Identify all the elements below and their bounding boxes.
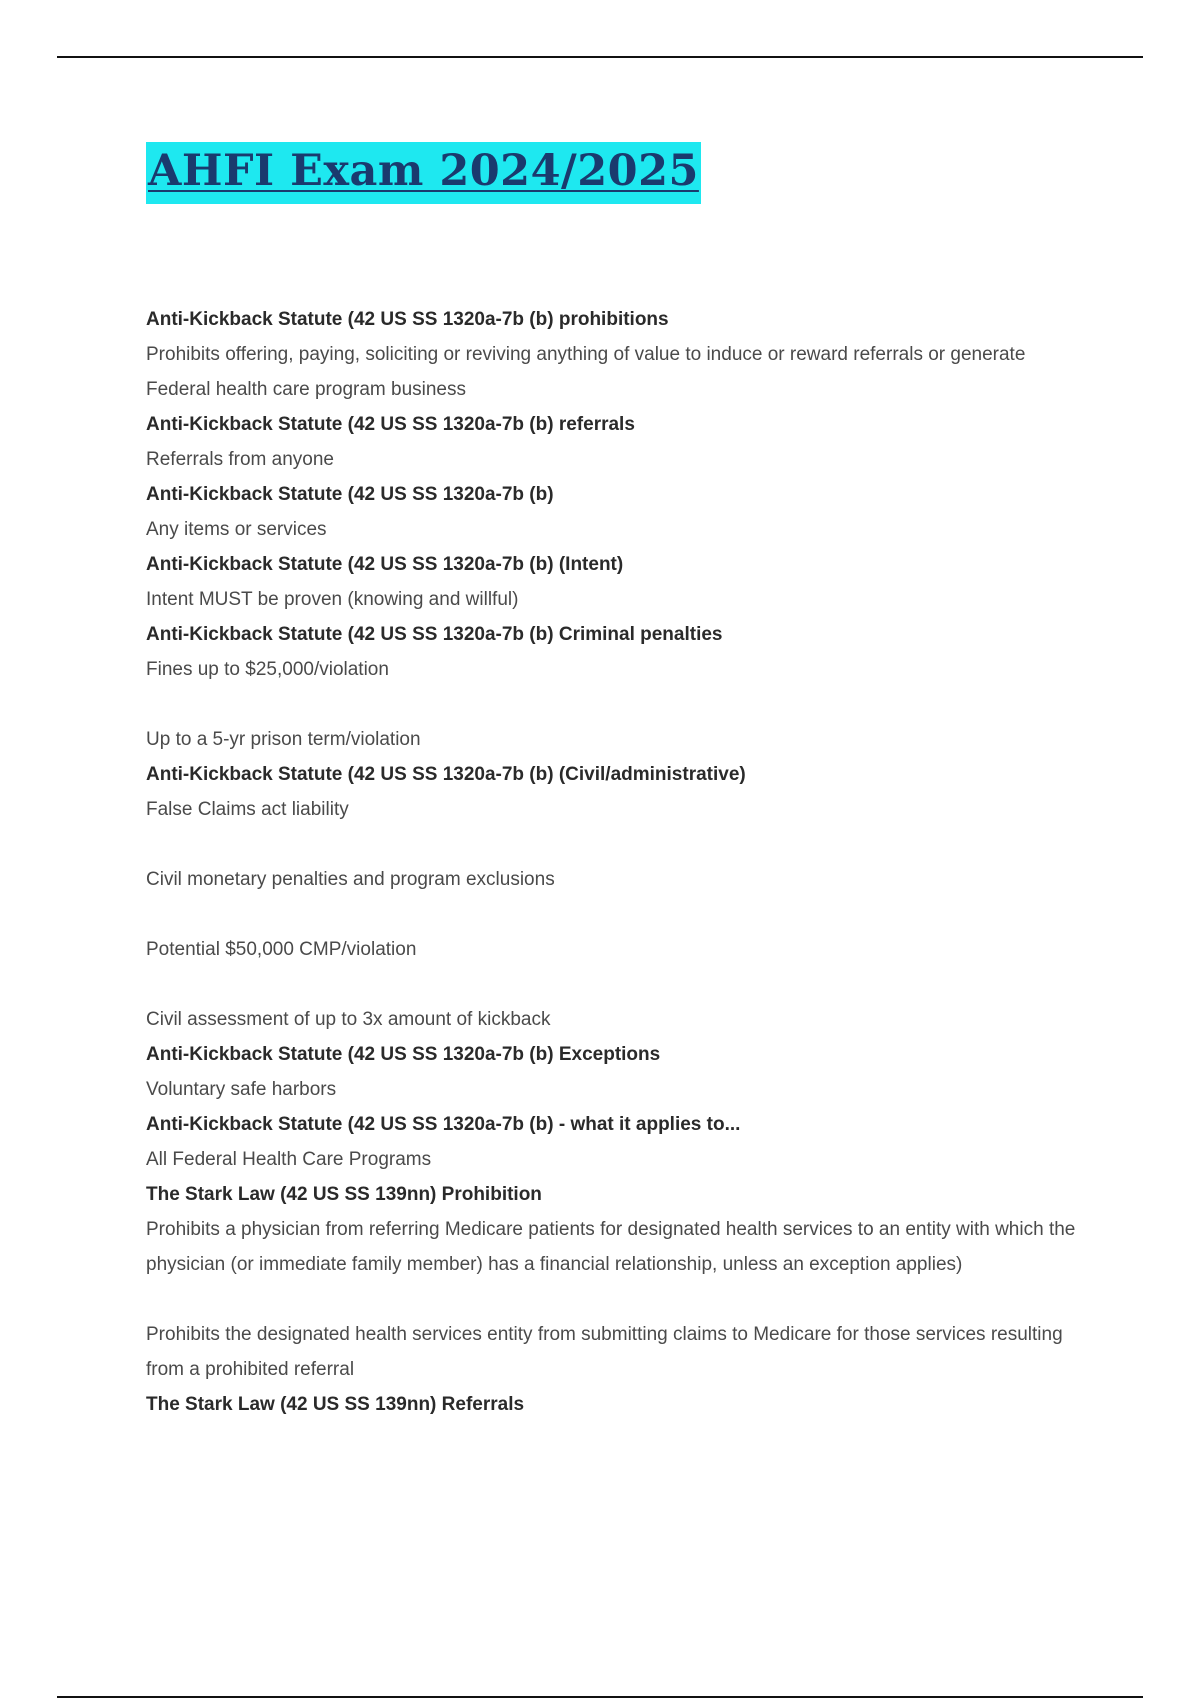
answer: Intent MUST be proven (knowing and willful): [146, 589, 519, 610]
answer: False Claims act liability: [146, 799, 349, 820]
question: Anti-Kickback Statute (42 US SS 1320a-7b (b) prohibitions: [146, 309, 669, 330]
question: Anti-Kickback Statute (42 US SS 1320a-7b (b) Criminal penalties: [146, 624, 723, 645]
answer: Voluntary safe harbors: [146, 1079, 337, 1100]
question: Anti-Kickback Statute (42 US SS 1320a-7b (b) - what it applies to...: [146, 1114, 741, 1135]
answer: Fines up to $25,000/violation: [146, 659, 389, 680]
answer: Civil assessment of up to 3x amount of kickback: [146, 1009, 551, 1030]
bottom-rule: [57, 1696, 1143, 1698]
spacer: [146, 687, 1086, 722]
question: Anti-Kickback Statute (42 US SS 1320a-7b (b) (Civil/administrative): [146, 764, 746, 785]
answer: Up to a 5-yr prison term/violation: [146, 729, 421, 750]
qa-list: [146, 302, 1086, 1422]
question: Anti-Kickback Statute (42 US SS 1320a-7b (b): [146, 484, 554, 505]
question: Anti-Kickback Statute (42 US SS 1320a-7b (b) referrals: [146, 414, 635, 435]
answer: Any items or services: [146, 519, 327, 540]
page-title: AHFI Exam 2024/2025: [146, 142, 701, 204]
answer: Referrals from anyone: [146, 449, 334, 470]
question: The Stark Law (42 US SS 139nn) Referrals: [146, 1394, 525, 1415]
spacer: [146, 1282, 1086, 1317]
answer: Civil monetary penalties and program exclusions: [146, 869, 555, 890]
answer: Prohibits offering, paying, soliciting or reviving anything of value to induce or reward referrals or generate Federal health care program business: [146, 344, 1026, 400]
answer: Potential $50,000 CMP/violation: [146, 939, 417, 960]
answer: All Federal Health Care Programs: [146, 1149, 432, 1170]
answer: Prohibits the designated health services entity from submitting claims to Medicare for those services resulting from a prohibited referral: [146, 1324, 1063, 1380]
question: Anti-Kickback Statute (42 US SS 1320a-7b (b) Exceptions: [146, 1044, 661, 1065]
spacer: [146, 897, 1086, 932]
spacer: [146, 827, 1086, 862]
top-rule: [57, 56, 1143, 58]
spacer: [146, 967, 1086, 1002]
question: The Stark Law (42 US SS 139nn) Prohibition: [146, 1184, 542, 1205]
question: Anti-Kickback Statute (42 US SS 1320a-7b (b) (Intent): [146, 554, 624, 575]
answer: Prohibits a physician from referring Medicare patients for designated health services to an entity with which the physician (or immediate family member) has a financial relationship, unless an exception applies): [146, 1219, 1076, 1275]
